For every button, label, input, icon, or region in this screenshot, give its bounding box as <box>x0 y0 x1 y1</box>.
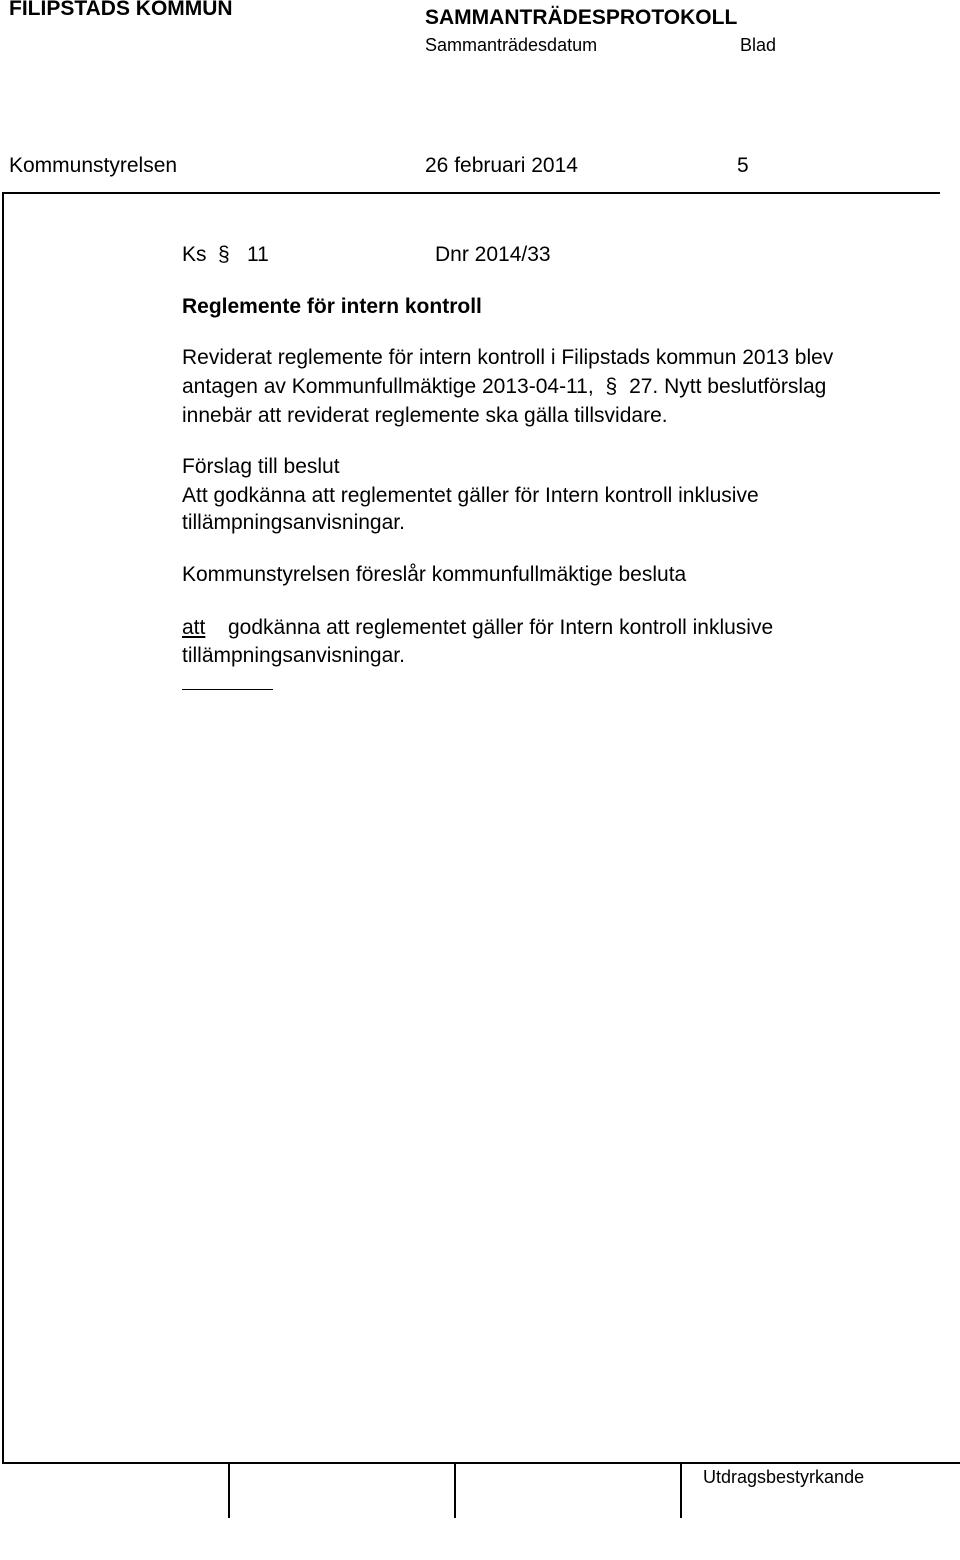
proposal-line-2: tillämpningsanvisningar. <box>182 511 405 534</box>
diary-number: Dnr 2014/33 <box>435 243 551 266</box>
decision-att-word: att <box>182 616 206 639</box>
case-title: Reglemente för intern kontroll <box>182 295 482 318</box>
signature-box-divider <box>228 1462 230 1518</box>
background-line-1: Reviderat reglemente för intern kontroll i Filipstads kommun 2013 blev <box>182 346 834 369</box>
decision-line-2: tillämpningsanvisningar. <box>182 644 405 667</box>
decision-line-1: godkänna att reglementet gäller för Intern kontroll inklusive <box>228 616 774 639</box>
decision-intro: Kommunstyrelsen föreslår kommunfullmäktige besluta <box>182 563 687 586</box>
frame-left-rule <box>2 192 4 1464</box>
case-prefix: Ks <box>182 243 207 266</box>
committee-name: Kommunstyrelsen <box>9 154 178 177</box>
proposal-line-1: Att godkänna att reglementet gäller för Intern kontroll inklusive <box>182 484 759 507</box>
certification-label: Utdragsbestyrkande <box>703 1467 865 1487</box>
document-type-title: SAMMANTRÄDESPROTOKOLL <box>425 6 738 29</box>
background-line-2-a: antagen av Kommunfullmäktige 2013-04-11, <box>182 375 594 398</box>
frame-bottom-rule <box>2 1462 960 1464</box>
section-end-rule <box>182 689 273 690</box>
frame-top-rule <box>2 192 940 194</box>
meeting-date: 26 februari 2014 <box>425 154 578 177</box>
organization-name: FILIPSTADS KOMMUN <box>9 0 233 20</box>
page-label: Blad <box>740 35 777 55</box>
case-number: 11 <box>247 243 269 266</box>
paragraph-symbol: § <box>218 243 230 266</box>
background-line-3: innebär att reviderat reglemente ska gälla tillsvidare. <box>182 404 668 427</box>
background-line-2-b: 27. Nytt beslutförslag <box>629 375 827 398</box>
meeting-date-label: Sammanträdesdatum <box>425 35 598 55</box>
background-line-2 <box>182 372 826 401</box>
page-number: 5 <box>737 154 749 177</box>
signature-box-divider <box>454 1462 456 1518</box>
paragraph-symbol-inline: § <box>605 375 618 398</box>
signature-box-divider <box>680 1462 682 1518</box>
proposal-heading: Förslag till beslut <box>182 455 340 478</box>
